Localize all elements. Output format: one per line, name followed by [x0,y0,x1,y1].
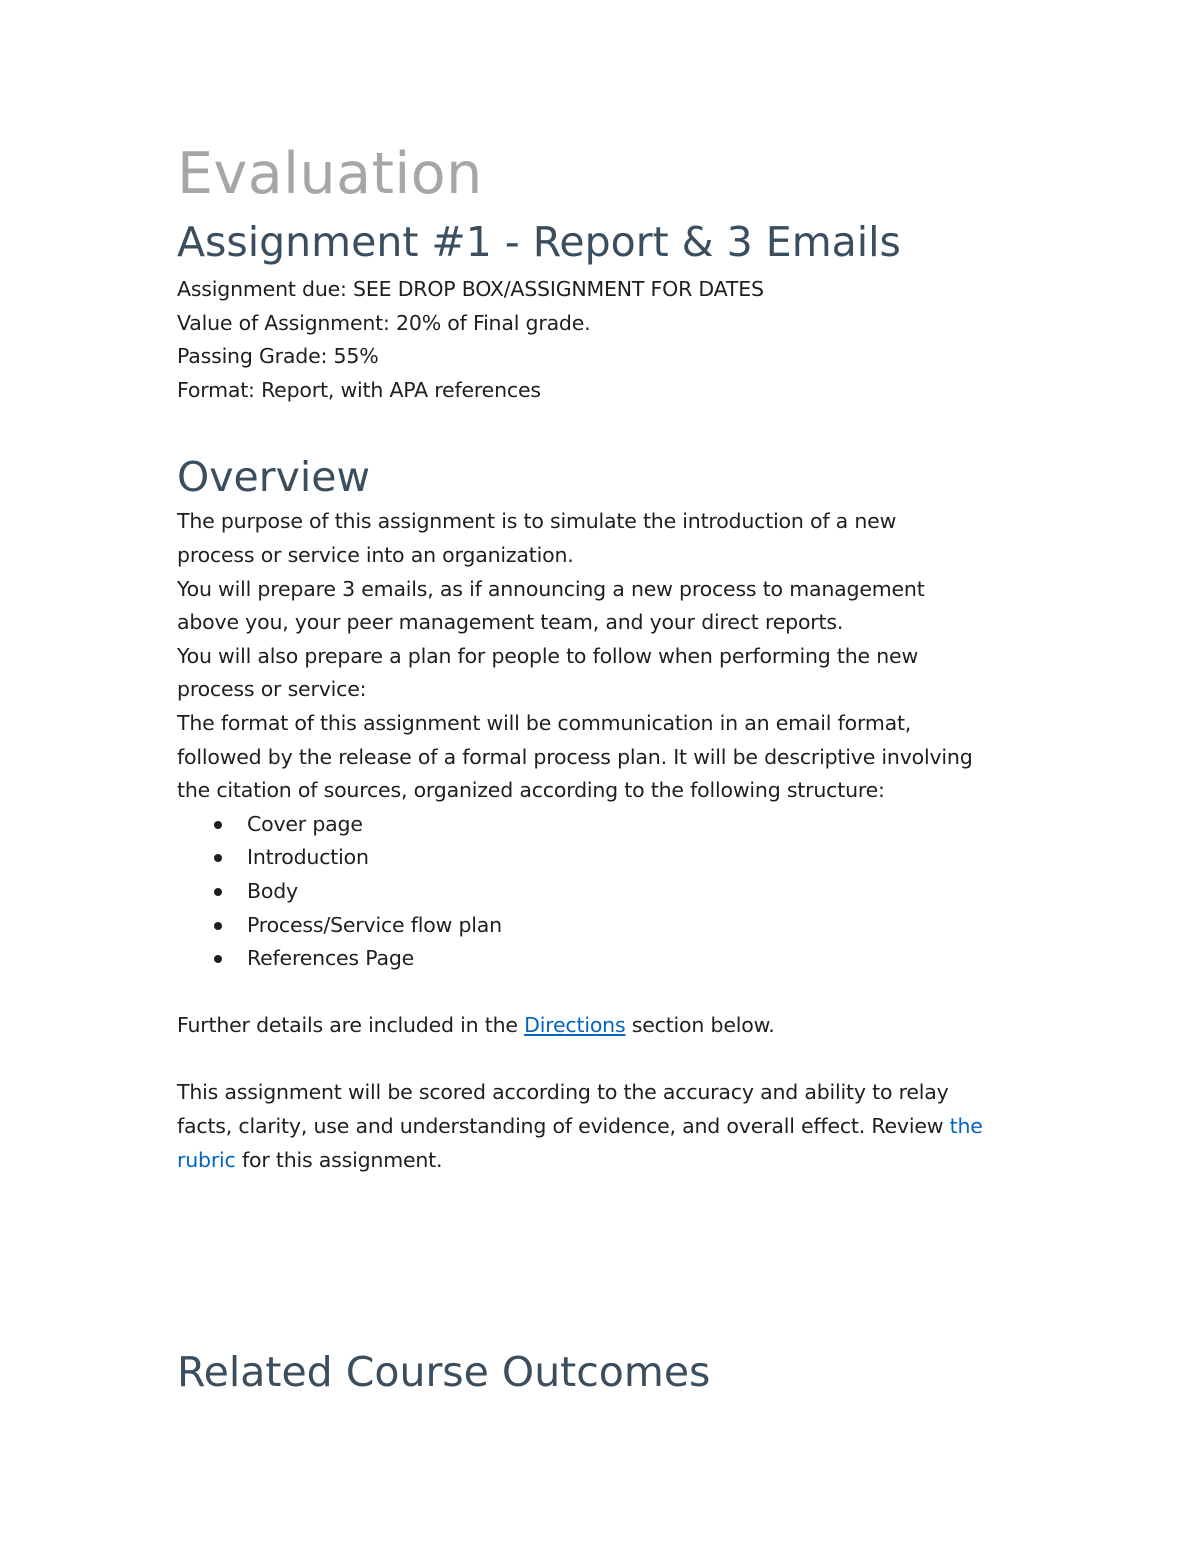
spacer [177,1043,1077,1077]
further-details-text-after: section below. [625,1013,775,1038]
due-date-line: Assignment due: SEE DROP BOX/ASSIGNMENT FOR DATES [177,277,764,301]
passing-grade-line: Passing Grade: 55% [177,344,379,369]
further-details-text: Further details are included in the [177,1013,525,1038]
rubric-link[interactable]: rubric [177,1147,236,1172]
list-item [177,808,1077,842]
scoring-line [177,1110,1077,1144]
bullet-icon [214,821,222,829]
overview-line: the citation of sources, organized according to the following structure: [177,778,885,803]
list-item [177,909,1077,943]
overview-line: You will prepare 3 emails, as if announcing a new process to management [177,576,925,601]
bullet-icon [214,955,222,963]
assignment-meta [177,273,1077,407]
overview-line: followed by the release of a formal process plan. It will be descriptive involving [177,744,973,769]
bullet-icon [214,922,222,930]
scoring-line [177,1144,1077,1178]
list-item-label: Process/Service flow plan [247,912,502,937]
overview-line: The format of this assignment will be communication in an email format, [177,710,912,735]
overview-line: process or service: [177,677,367,702]
list-item [177,942,1077,976]
overview-line: You will also prepare a plan for people to follow when performing the new [177,643,919,668]
scoring-text: for this assignment. [235,1147,443,1172]
rubric-link[interactable]: the [949,1114,983,1139]
value-line: Value of Assignment: 20% of Final grade. [177,310,591,335]
overview-body [177,505,1077,1177]
assignment-heading: Assignment #1 - Report & 3 Emails [177,218,901,266]
overview-line: process or service into an organization. [177,542,574,567]
related-outcomes-heading: Related Course Outcomes [177,1348,711,1396]
scoring-line: This assignment will be scored according to the accuracy and ability to relay [177,1080,949,1105]
overview-heading: Overview [177,453,371,502]
list-item-label: Cover page [247,811,363,836]
document-content [177,138,1077,1177]
overview-line: above you, your peer management team, and your direct reports. [177,610,844,635]
document-title: Evaluation [177,141,483,207]
list-item-label: Body [247,878,298,903]
list-item-label: References Page [247,946,415,971]
directions-link[interactable]: Directions [524,1013,626,1038]
further-details-line [177,1009,1077,1043]
bullet-icon [214,888,222,896]
list-item [177,875,1077,909]
structure-list [177,808,1077,976]
list-item-label: Introduction [247,845,369,870]
bullet-icon [214,854,222,862]
spacer [177,976,1077,1010]
overview-line: The purpose of this assignment is to simulate the introduction of a new [177,509,897,534]
list-item [177,841,1077,875]
scoring-text: facts, clarity, use and understanding of evidence, and overall effect. Review [177,1114,950,1139]
format-line: Format: Report, with APA references [177,377,541,402]
